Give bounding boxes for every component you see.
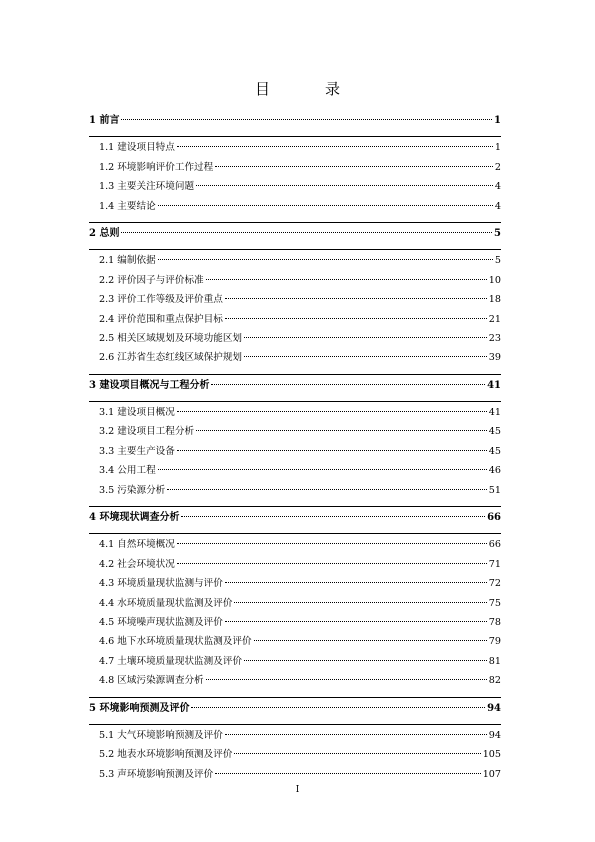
dot-leader: [121, 119, 492, 120]
toc-entry-page-number: 10: [488, 274, 501, 286]
toc-entry-label: 2.2 评价因子与评价标准: [99, 274, 204, 286]
toc-section-entry[interactable]: [89, 748, 501, 767]
toc-entry-label: 4.3 环境质量现状监测与评价: [99, 578, 223, 590]
dot-leader: [191, 707, 485, 708]
toc-entry-page-number: 41: [487, 379, 501, 391]
section-divider: [89, 136, 501, 137]
toc-section-entry[interactable]: [89, 674, 501, 693]
toc-entry-label: 2.5 相关区域规划及环境功能区划: [99, 332, 243, 344]
dot-leader: [225, 734, 487, 735]
dot-leader: [244, 356, 487, 357]
toc-entry-label: 1.4 主要结论: [99, 200, 156, 212]
toc-section-entry[interactable]: [89, 254, 501, 273]
toc-entry-label: 3.4 公用工程: [99, 465, 156, 477]
section-divider: [89, 374, 501, 375]
toc-entry-page-number: 4: [494, 181, 501, 193]
dot-leader: [158, 205, 493, 206]
section-divider: [89, 724, 501, 725]
toc-entry-label: 3.3 主要生产设备: [99, 445, 175, 457]
toc-section-entry[interactable]: [89, 558, 501, 577]
toc-entry-label: 5.1 大气环境影响预测及评价: [99, 729, 223, 741]
toc-entry-page-number: 94: [487, 702, 501, 714]
toc-section-entry[interactable]: [89, 729, 501, 748]
toc-chapter-entry[interactable]: [89, 114, 501, 133]
toc-entry-label: 4 环境现状调查分析: [89, 512, 180, 524]
toc-entry-label: 2.1 编制依据: [99, 255, 156, 267]
toc-entry-page-number: 46: [488, 465, 501, 477]
dot-leader: [215, 166, 493, 167]
dot-leader: [225, 621, 487, 622]
toc-entry-label: 3.1 建设项目概况: [99, 407, 175, 419]
dot-leader: [206, 679, 487, 680]
dot-leader: [167, 489, 487, 490]
toc-section-entry[interactable]: [89, 445, 501, 464]
dot-leader: [206, 279, 487, 280]
toc-entry-label: 4.4 水环境质量现状监测及评价: [99, 597, 233, 609]
toc-chapter-entry[interactable]: [89, 379, 501, 398]
toc-entry-page-number: 66: [487, 512, 501, 524]
toc-section-entry[interactable]: [89, 538, 501, 557]
section-divider: [89, 697, 501, 698]
toc-section-entry[interactable]: [89, 332, 501, 351]
toc-entry-label: 2.3 评价工作等级及评价重点: [99, 294, 223, 306]
toc-entry-label: 3.5 污染源分析: [99, 484, 166, 496]
dot-leader: [244, 660, 487, 661]
section-divider: [89, 249, 501, 250]
toc-entry-label: 2 总则: [89, 227, 120, 239]
page-number: I: [295, 785, 300, 795]
dot-leader: [234, 602, 486, 603]
toc-entry-page-number: 5: [494, 255, 501, 267]
toc-entry-label: 4.5 环境噪声现状监测及评价: [99, 616, 223, 628]
toc-entry-label: 3.2 建设项目工程分析: [99, 426, 195, 438]
toc-section-entry[interactable]: [89, 161, 501, 180]
toc-entry-page-number: 79: [488, 636, 501, 648]
dot-leader: [177, 563, 487, 564]
toc-entry-label: 2.6 江苏省生态红线区域保护规划: [99, 352, 243, 364]
table-of-contents: [89, 114, 501, 787]
toc-entry-page-number: 41: [488, 407, 501, 419]
toc-section-entry[interactable]: [89, 484, 501, 503]
toc-entry-page-number: 81: [488, 655, 501, 667]
toc-section-entry[interactable]: [89, 406, 501, 425]
dot-leader: [225, 318, 487, 319]
toc-section-entry[interactable]: [89, 635, 501, 654]
dot-leader: [225, 582, 487, 583]
toc-chapter-entry[interactable]: [89, 227, 501, 246]
toc-entry-label: 4.6 地下水环境质量现状监测及评价: [99, 636, 252, 648]
toc-entry-label: 1.1 建设项目特点: [99, 142, 175, 154]
toc-entry-page-number: 78: [488, 616, 501, 628]
toc-section-entry[interactable]: [89, 141, 501, 160]
dot-leader: [215, 773, 480, 774]
toc-entry-label: 4.8 区域污染源调查分析: [99, 675, 204, 687]
dot-leader: [234, 753, 480, 754]
toc-section-entry[interactable]: [89, 293, 501, 312]
toc-entry-page-number: 2: [494, 161, 501, 173]
page-title: 目 录: [254, 80, 360, 98]
dot-leader: [181, 516, 485, 517]
toc-section-entry[interactable]: [89, 351, 501, 370]
toc-section-entry[interactable]: [89, 577, 501, 596]
toc-entry-label: 5.3 声环境影响预测及评价: [99, 768, 214, 780]
toc-section-entry[interactable]: [89, 655, 501, 674]
section-divider: [89, 506, 501, 507]
dot-leader: [121, 232, 492, 233]
toc-section-entry[interactable]: [89, 597, 501, 616]
toc-entry-page-number: 23: [488, 332, 501, 344]
toc-entry-page-number: 82: [488, 675, 501, 687]
toc-entry-page-number: 18: [488, 294, 501, 306]
toc-entry-label: 4.2 社会环境状况: [99, 558, 175, 570]
dot-leader: [177, 146, 493, 147]
toc-entry-page-number: 1: [494, 142, 501, 154]
toc-section-entry[interactable]: [89, 464, 501, 483]
toc-entry-page-number: 105: [482, 749, 501, 761]
toc-entry-page-number: 72: [488, 578, 501, 590]
toc-entry-page-number: 45: [488, 426, 501, 438]
toc-entry-page-number: 1: [494, 115, 501, 126]
toc-entry-label: 4.1 自然环境概况: [99, 539, 175, 551]
toc-entry-page-number: 66: [488, 539, 501, 551]
toc-entry-page-number: 75: [488, 597, 501, 609]
toc-entry-page-number: 94: [488, 729, 501, 741]
dot-leader: [158, 469, 487, 470]
section-divider: [89, 222, 501, 223]
dot-leader: [196, 430, 487, 431]
toc-entry-label: 2.4 评价范围和重点保护目标: [99, 313, 223, 325]
toc-section-entry[interactable]: [89, 180, 501, 199]
dot-leader: [177, 543, 487, 544]
dot-leader: [254, 640, 487, 641]
dot-leader: [177, 450, 487, 451]
toc-chapter-entry[interactable]: [89, 511, 501, 530]
dot-leader: [177, 411, 487, 412]
dot-leader: [196, 185, 493, 186]
toc-entry-label: 1.2 环境影响评价工作过程: [99, 161, 214, 173]
toc-entry-page-number: 5: [494, 227, 501, 239]
section-divider: [89, 401, 501, 402]
toc-chapter-entry[interactable]: [89, 702, 501, 721]
toc-entry-label: 3 建设项目概况与工程分析: [89, 379, 210, 391]
dot-leader: [211, 384, 485, 385]
toc-entry-page-number: 107: [482, 768, 501, 780]
toc-entry-label: 4.7 土壤环境质量现状监测及评价: [99, 655, 243, 667]
toc-entry-page-number: 71: [488, 558, 501, 570]
toc-entry-page-number: 39: [488, 352, 501, 364]
toc-section-entry[interactable]: [89, 313, 501, 332]
dot-leader: [158, 259, 493, 260]
dot-leader: [244, 337, 487, 338]
section-divider: [89, 533, 501, 534]
toc-entry-label: 5.2 地表水环境影响预测及评价: [99, 749, 233, 761]
toc-section-entry[interactable]: [89, 200, 501, 219]
toc-section-entry[interactable]: [89, 616, 501, 635]
toc-entry-page-number: 51: [488, 484, 501, 496]
toc-entry-page-number: 21: [488, 313, 501, 325]
toc-entry-label: 1 前言: [89, 115, 120, 126]
toc-entry-label: 1.3 主要关注环境问题: [99, 181, 195, 193]
toc-section-entry[interactable]: [89, 274, 501, 293]
toc-entry-page-number: 4: [494, 200, 501, 212]
dot-leader: [225, 298, 487, 299]
toc-entry-label: 5 环境影响预测及评价: [89, 702, 190, 714]
toc-entry-page-number: 45: [488, 445, 501, 457]
toc-section-entry[interactable]: [89, 425, 501, 444]
